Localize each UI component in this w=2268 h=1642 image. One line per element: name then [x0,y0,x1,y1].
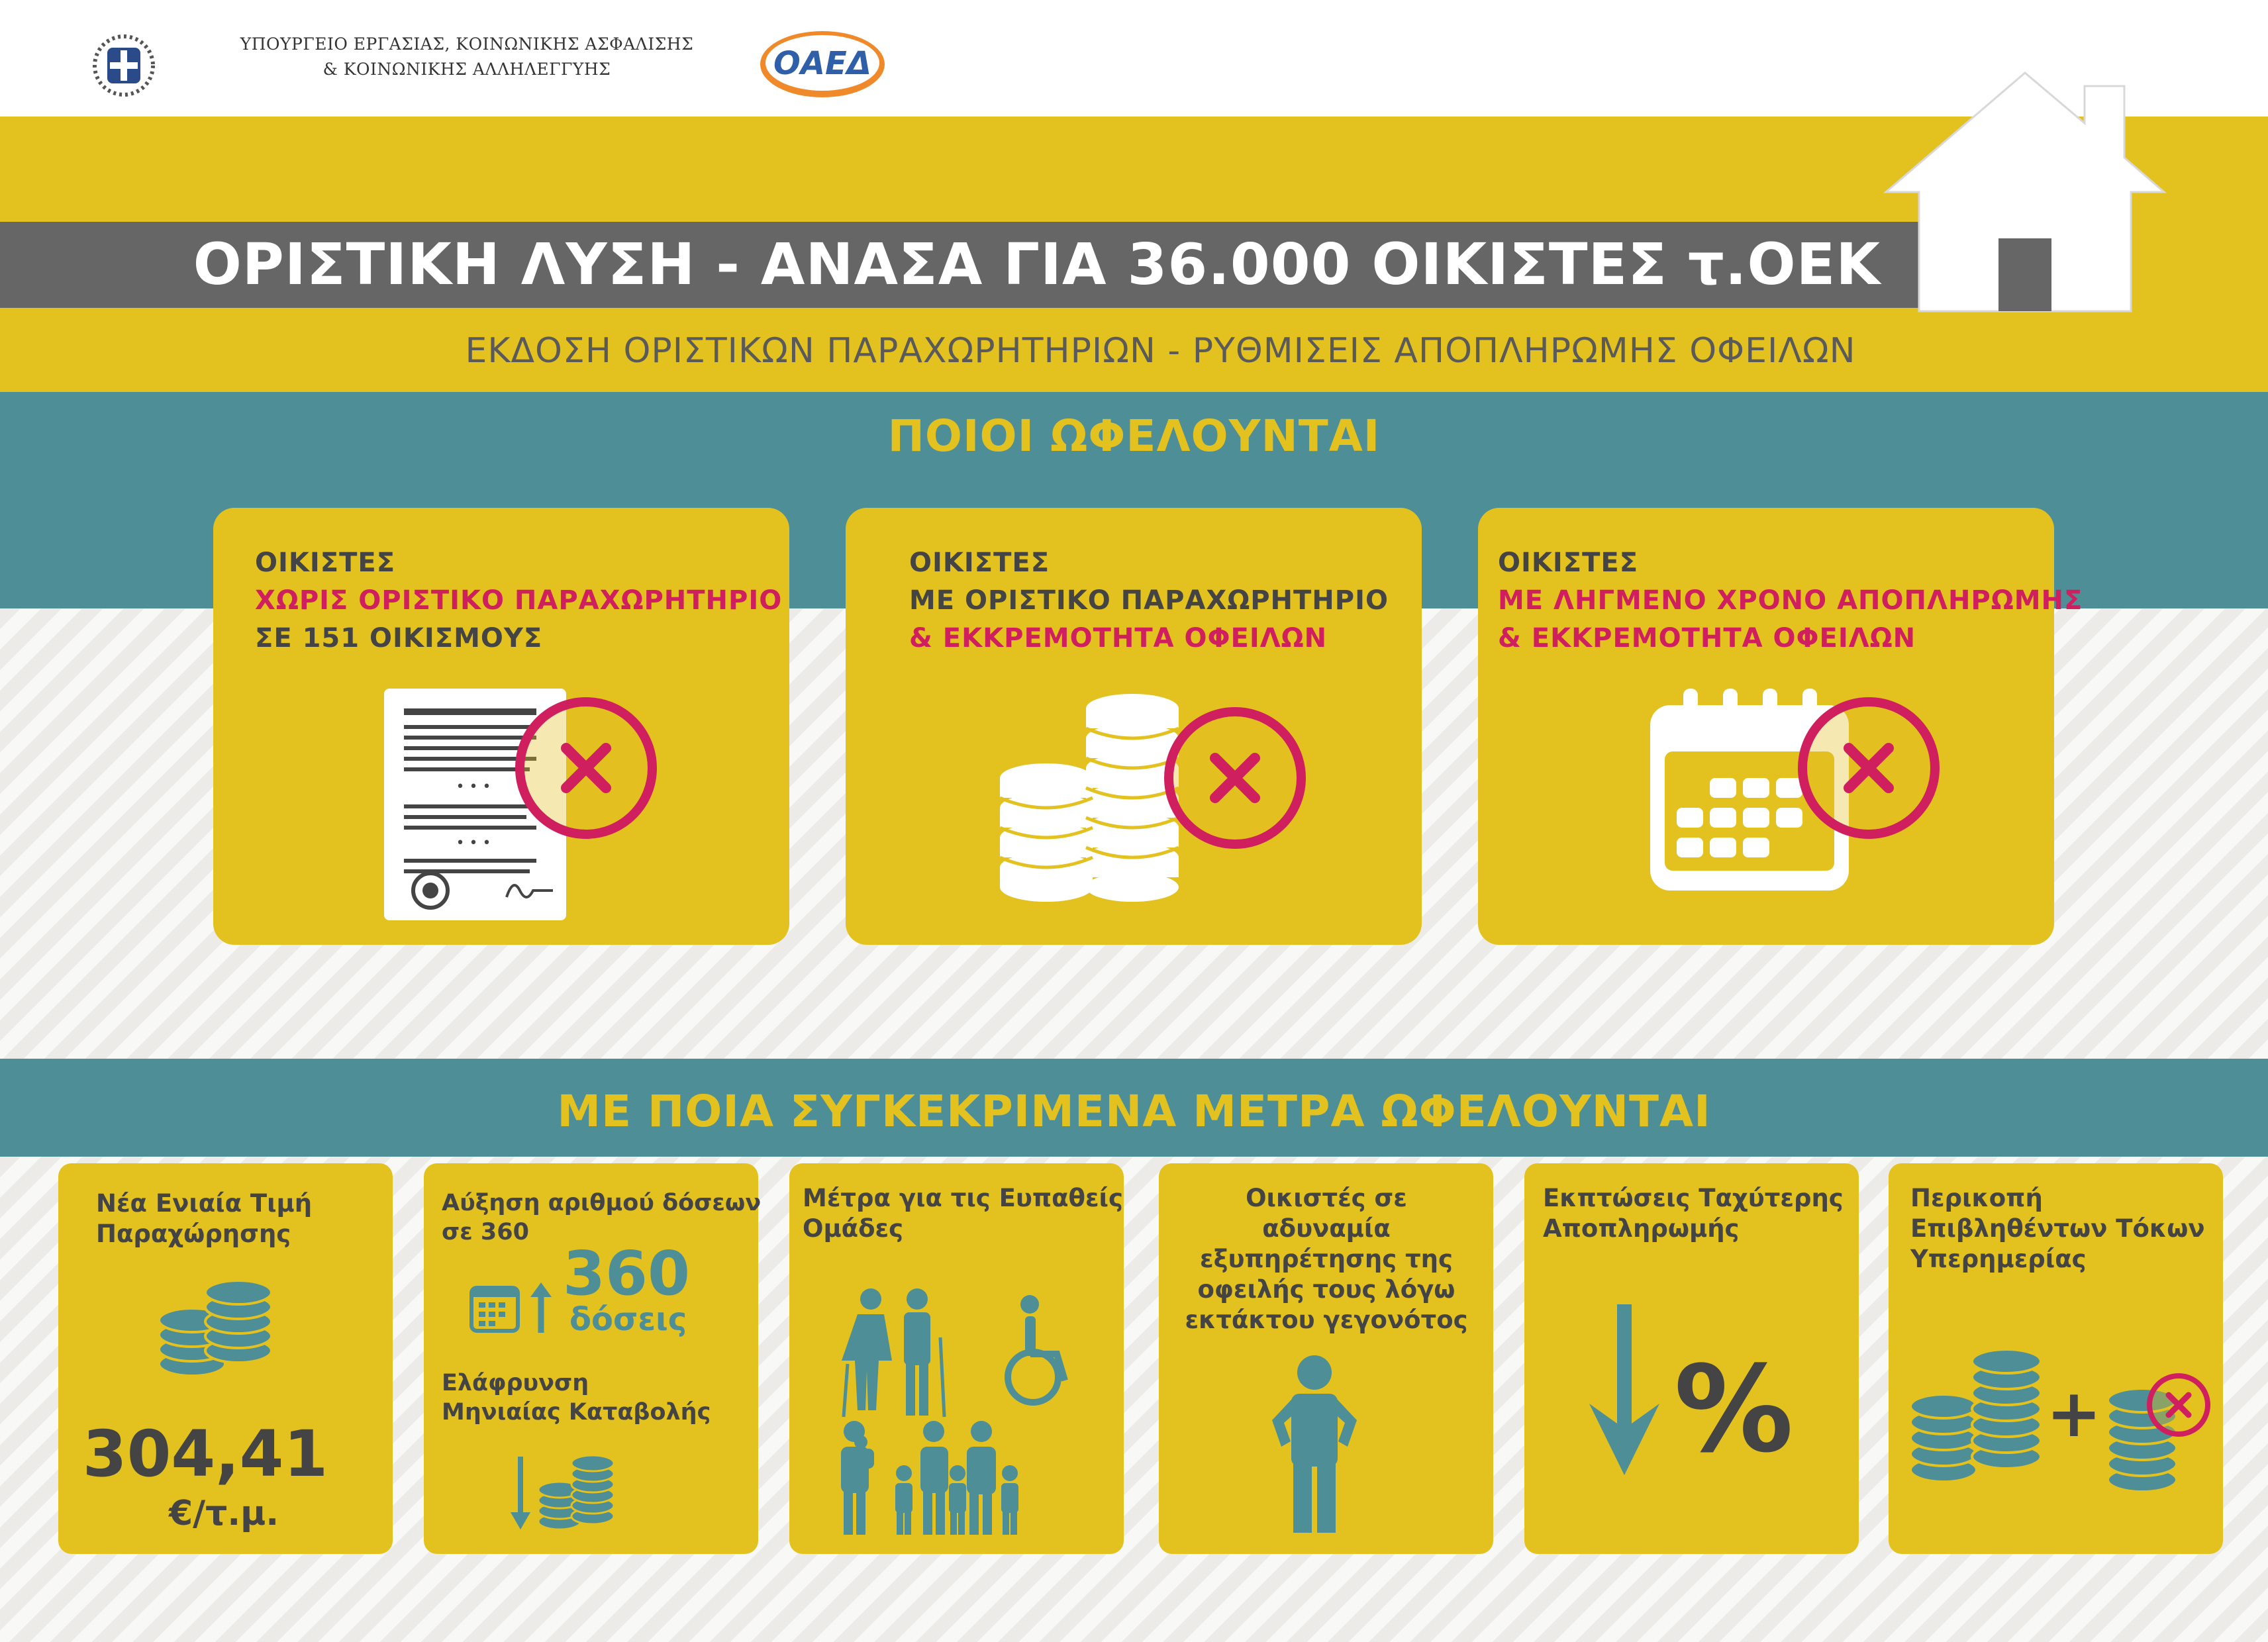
house-icon [1879,66,2171,318]
ministry-line-1: ΥΠΟΥΡΓΕΙΟ ΕΡΓΑΣΙΑΣ, ΚΟΙΝΩΝΙΚΗΣ ΑΣΦΑΛΙΣΗΣ [240,34,694,54]
section-heading-measures: ΜΕ ΠΟΙΑ ΣΥΓΚΕΚΡΙΜΕΝΑ ΜΕΤΡΑ ΩΦΕΛΟΥΝΤΑΙ [557,1086,1711,1137]
vulnerable-groups-icon [834,1284,1086,1536]
measure-text: Παραχώρησης [96,1220,291,1248]
measure-card-interest-cut-text [1910,1183,2205,1275]
measure-text: Επιβληθέντων Τόκων [1910,1214,2205,1243]
svg-text:• • •: • • • [456,835,491,851]
arrow-down-coins-icon [503,1443,622,1533]
installments-unit: δόσεις [569,1301,687,1338]
page-title: ΟΡΙΣΤΙΚΗ ΛΥΣΗ - ΑΝΑΣΑ ΓΙΑ 36.000 ΟΙΚΙΣΤΕΣ τ.ΟΕΚ [193,232,1881,298]
card-line-highlight: ΜΕ ΛΗΓΜΕΝΟ ΧΡΟΝΟ ΑΠΟΠΛΗΡΩΜΗΣ [1498,585,2083,616]
measure-text: Περικοπή [1910,1184,2043,1212]
ministry-line-2: & ΚΟΙΝΩΝΙΚΗΣ ΑΛΛΗΛΕΓΓΥΗΣ [322,60,611,79]
section-heading-who-benefits: ΠΟΙΟΙ ΩΦΕΛΟΥΝΤΑΙ [887,410,1381,461]
calendar-arrow-up-icon [468,1281,561,1334]
card-line: ΣΕ 151 ΟΙΚΙΣΜΟΥΣ [255,623,543,653]
installments-value: 360 [563,1238,691,1309]
arrow-down-icon [1588,1304,1661,1476]
card-line: ΟΙΚΙΣΤΕΣ [255,548,396,578]
measure-text: Οικιστές σε αδυναμία [1246,1184,1407,1243]
measure-text: Μηνιαίας Καταβολής [442,1399,711,1425]
document-icon [381,685,672,924]
card-line: ΟΙΚΙΣΤΕΣ [1498,548,1639,578]
coins-icon [1907,1344,2046,1490]
calendar-icon [1644,685,1948,897]
card-without-contract-text [255,544,782,657]
card-with-contract-debts-text [909,544,1389,657]
card-expired-repayment-text [1498,544,2083,657]
coins-icon [156,1271,275,1384]
measure-text: εκτάκτου γεγονότος [1185,1306,1468,1334]
svg-text:• • •: • • • [456,779,491,795]
percent-symbol: % [1674,1341,1794,1479]
measure-card-inability-text [1184,1183,1469,1335]
coins-icon [997,685,1328,917]
measure-text: σε 360 [442,1219,529,1245]
measure-text: Ελάφρυνση [442,1370,589,1396]
ministry-name [169,32,765,82]
card-line: ΟΙΚΙΣΤΕΣ [909,548,1050,578]
coins-cancel-icon [2102,1371,2215,1496]
measure-text: Υπερημερίας [1910,1245,2087,1273]
card-line-highlight: & ΕΚΚΡΕΜΟΤΗΤΑ ΟΦΕΙΛΩΝ [909,623,1328,653]
measure-text: Ομάδες [803,1214,904,1243]
card-line: ΜΕ ΟΡΙΣΤΙΚΟ ΠΑΡΑΧΩΡΗΤΗΡΙΟ [909,585,1389,616]
greek-emblem-icon [87,29,160,102]
measure-text: οφειλής τους λόγω [1197,1275,1455,1304]
measure-text: Μέτρα για τις Ευπαθείς [803,1184,1123,1212]
measure-card-unified-price-text [96,1188,312,1249]
unified-price-unit: €/τ.μ. [169,1494,279,1533]
page-subtitle: ΕΚΔΟΣΗ ΟΡΙΣΤΙΚΩΝ ΠΑΡΑΧΩΡΗΤΗΡΙΩΝ - ΡΥΘΜΙΣΕΙΣ ΑΠΟΠΛΗΡΩΜΗΣ ΟΦΕΙΛΩΝ [465,331,1856,371]
measure-text: Εκπτώσεις Ταχύτερης [1543,1184,1844,1212]
card-line-highlight: & ΕΚΚΡΕΜΟΤΗΤΑ ΟΦΕΙΛΩΝ [1498,623,1916,653]
oaed-logo [756,26,889,102]
card-line-highlight: ΧΩΡΙΣ ΟΡΙΣΤΙΚΟ ΠΑΡΑΧΩΡΗΤΗΡΙΟ [255,585,783,616]
monthly-relief-text [442,1369,711,1427]
measure-text: Νέα Ενιαία Τιμή [96,1189,313,1218]
measure-text: εξυπηρέτησης της [1200,1245,1453,1273]
plus-symbol: + [2046,1375,2102,1452]
measure-card-vulnerable-groups-text [803,1183,1123,1244]
measure-text: Αύξηση αριθμού δόσεων [442,1190,762,1216]
oaed-logo-text: ΟΑΕΔ [773,45,871,82]
measure-text: Αποπληρωμής [1543,1214,1740,1243]
measure-card-discounts-text [1543,1183,1844,1244]
shrugging-person-icon [1268,1354,1361,1533]
unified-price-value: 304,41 [82,1417,328,1491]
